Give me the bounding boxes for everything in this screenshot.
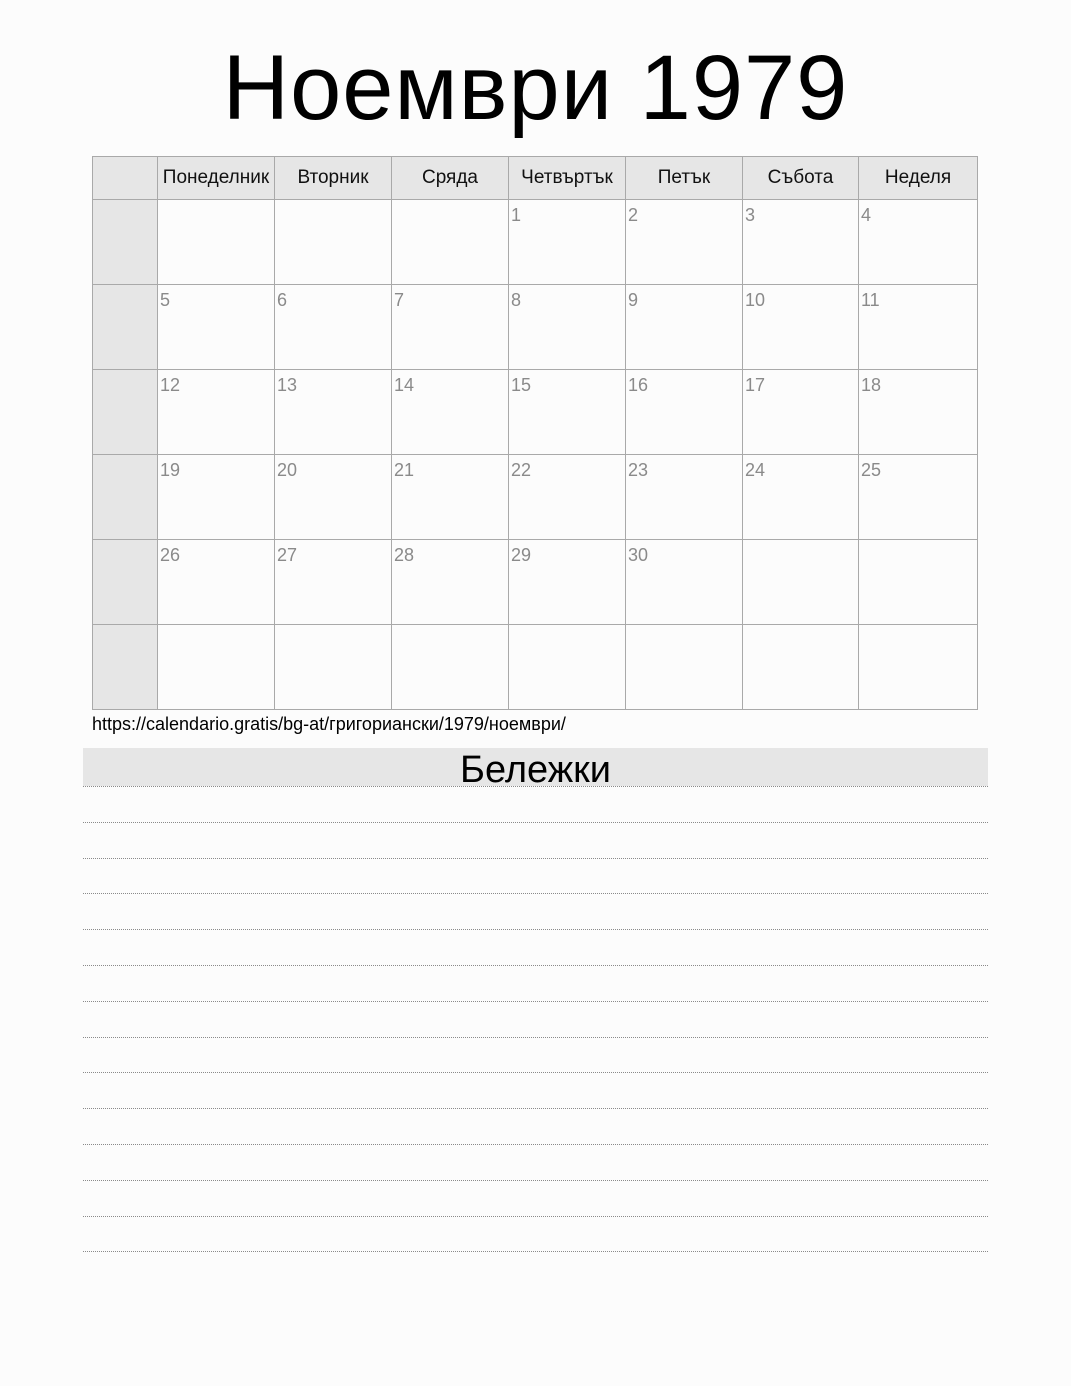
day-cell	[158, 200, 275, 285]
weekday-header: Сряда	[392, 157, 509, 200]
week-number-cell	[93, 540, 158, 625]
day-number	[743, 540, 858, 546]
day-number: 18	[861, 375, 882, 395]
day-number	[158, 625, 274, 631]
note-line	[83, 1001, 988, 1002]
day-cell	[275, 200, 392, 285]
day-number: 6	[277, 290, 288, 310]
month-calendar-grid	[92, 156, 978, 710]
notes-heading: Бележки	[83, 748, 988, 786]
day-number: 23	[628, 460, 649, 480]
day-number	[859, 625, 977, 631]
day-number	[859, 540, 977, 546]
day-number: 17	[745, 375, 766, 395]
note-line	[83, 1037, 988, 1038]
day-cell	[275, 455, 392, 540]
day-number: 20	[277, 460, 298, 480]
day-number: 29	[511, 545, 532, 565]
day-cell	[509, 370, 626, 455]
day-cell	[509, 200, 626, 285]
day-number: 30	[628, 545, 649, 565]
day-cell	[392, 370, 509, 455]
note-line	[83, 1216, 988, 1217]
weekday-header: Понеделник	[158, 157, 275, 200]
week-row	[93, 455, 978, 540]
day-cell	[509, 285, 626, 370]
day-number: 4	[861, 205, 872, 225]
day-number: 9	[628, 290, 639, 310]
day-number: 13	[277, 375, 298, 395]
day-number: 15	[511, 375, 532, 395]
note-line	[83, 965, 988, 966]
day-cell	[743, 200, 859, 285]
day-cell	[626, 285, 743, 370]
day-cell	[859, 200, 978, 285]
note-line	[83, 858, 988, 859]
week-number-cell	[93, 370, 158, 455]
week-row	[93, 200, 978, 285]
day-number: 27	[277, 545, 298, 565]
day-number: 14	[394, 375, 415, 395]
day-cell	[392, 455, 509, 540]
day-number: 19	[160, 460, 181, 480]
day-number: 22	[511, 460, 532, 480]
day-number: 21	[394, 460, 415, 480]
weekday-header: Петък	[626, 157, 743, 200]
day-number: 2	[628, 205, 639, 225]
day-cell	[158, 285, 275, 370]
day-number	[158, 200, 274, 206]
day-number: 7	[394, 290, 405, 310]
day-cell	[275, 370, 392, 455]
week-number-cell	[93, 455, 158, 540]
day-number: 1	[511, 205, 522, 225]
day-number: 3	[745, 205, 756, 225]
day-cell	[859, 540, 978, 625]
week-row	[93, 625, 978, 710]
day-number: 11	[861, 290, 880, 310]
day-number	[392, 200, 508, 206]
day-number	[509, 625, 625, 631]
day-number: 8	[511, 290, 522, 310]
note-line	[83, 1180, 988, 1181]
day-cell	[158, 540, 275, 625]
day-cell	[859, 370, 978, 455]
day-number: 12	[160, 375, 181, 395]
day-number	[275, 200, 391, 206]
day-number: 25	[861, 460, 882, 480]
day-cell	[743, 540, 859, 625]
day-cell	[392, 625, 509, 710]
note-line	[83, 1072, 988, 1073]
day-cell	[275, 285, 392, 370]
week-row	[93, 285, 978, 370]
day-cell	[275, 540, 392, 625]
day-cell	[859, 285, 978, 370]
day-cell	[392, 540, 509, 625]
day-number	[743, 625, 858, 631]
day-cell	[626, 200, 743, 285]
day-number: 26	[160, 545, 181, 565]
week-number-cell	[93, 285, 158, 370]
note-line	[83, 786, 988, 787]
day-number	[275, 625, 391, 631]
note-line	[83, 822, 988, 823]
day-number: 16	[628, 375, 649, 395]
weekday-header-row	[93, 157, 978, 200]
note-line	[83, 1251, 988, 1252]
day-cell	[626, 455, 743, 540]
day-cell	[626, 370, 743, 455]
day-cell	[626, 625, 743, 710]
week-row	[93, 370, 978, 455]
note-line	[83, 1108, 988, 1109]
day-cell	[859, 625, 978, 710]
day-cell	[158, 455, 275, 540]
weekday-header: Неделя	[859, 157, 978, 200]
day-cell	[392, 200, 509, 285]
page-title: Ноември 1979	[222, 37, 849, 139]
day-cell	[743, 625, 859, 710]
source-url: https://calendario.gratis/bg-at/григориански/1979/ноември/	[92, 714, 566, 734]
week-row	[93, 540, 978, 625]
note-line	[83, 1144, 988, 1145]
day-cell	[743, 285, 859, 370]
weekday-header: Събота	[743, 157, 859, 200]
weekday-header: Четвъртък	[509, 157, 626, 200]
day-cell	[626, 540, 743, 625]
week-number-cell	[93, 200, 158, 285]
day-cell	[158, 370, 275, 455]
note-line	[83, 893, 988, 894]
day-number	[392, 625, 508, 631]
day-number: 28	[394, 545, 415, 565]
day-cell	[392, 285, 509, 370]
day-number: 24	[745, 460, 766, 480]
weekday-header: Вторник	[275, 157, 392, 200]
day-cell	[509, 455, 626, 540]
day-number: 10	[745, 290, 766, 310]
day-number	[626, 625, 742, 631]
week-number-cell	[93, 625, 158, 710]
day-cell	[509, 540, 626, 625]
week-number-header	[93, 157, 158, 200]
note-line	[83, 929, 988, 930]
day-number: 5	[160, 290, 171, 310]
day-cell	[743, 370, 859, 455]
day-cell	[859, 455, 978, 540]
day-cell	[275, 625, 392, 710]
day-cell	[743, 455, 859, 540]
day-cell	[158, 625, 275, 710]
day-cell	[509, 625, 626, 710]
